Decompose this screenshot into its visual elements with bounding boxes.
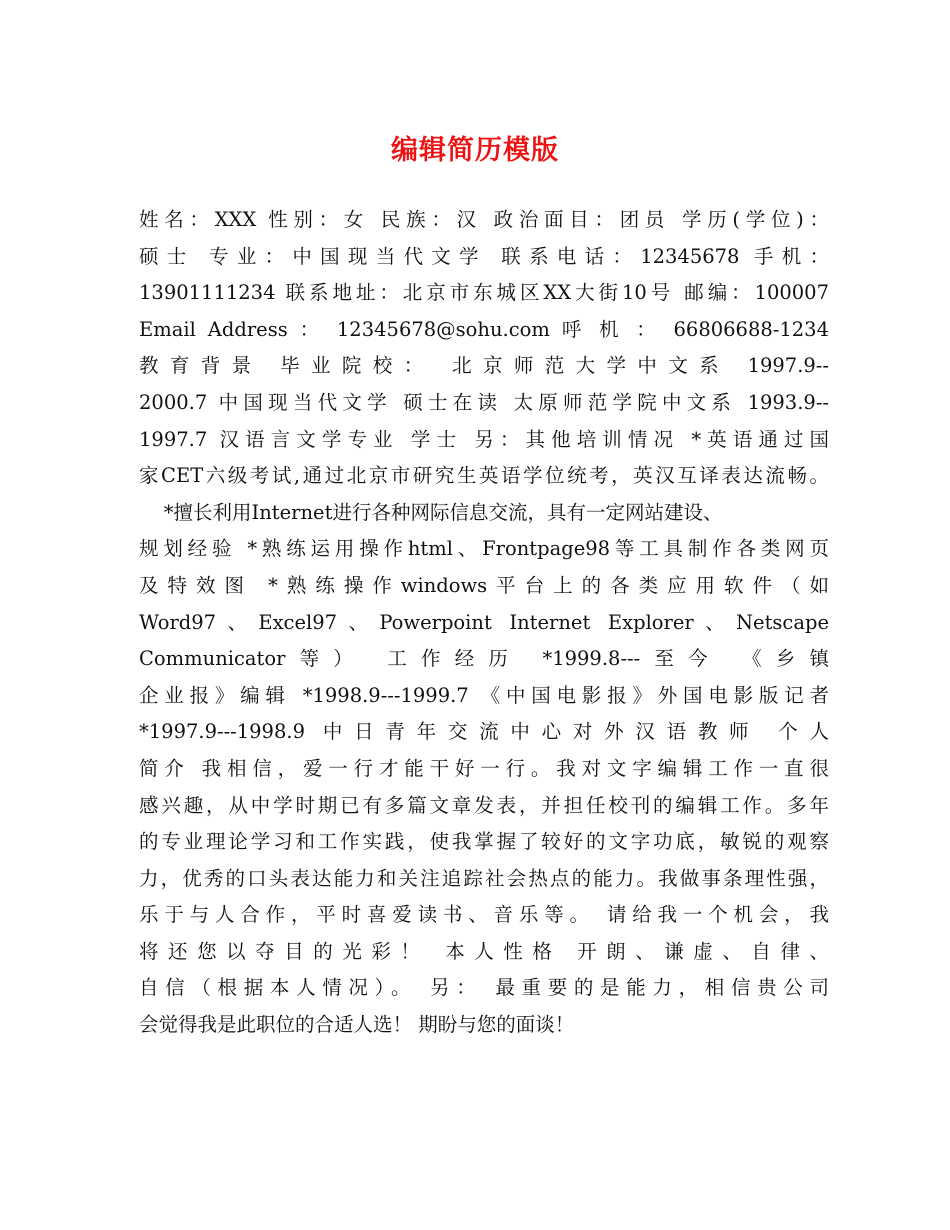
body-line-11: 及特效图 *熟练操作windows平台上的各类应用软件（如 [139,573,829,597]
body-line-8: 家CET六级考试,通过北京市研究生英语学位统考，英汉互译表达流畅。 [139,464,829,488]
body-line-4: Email Address ： 12345678@sohu.com 呼 机 ： 66806688-1234 [139,317,829,341]
document-title: 编辑简历模版 [391,135,559,166]
resume-body [139,202,829,1044]
body-line-10: 规划经验 *熟练运用操作html、Frontpage98等工具制作各类网页 [139,537,829,561]
body-line-1: 姓名：XXX 性别：女 民族：汉 政治面目：团员 学历(学位)： [139,208,829,231]
body-line-18: 的专业理论学习和工作实践，使我掌握了较好的文字功底，敏锐的观察 [139,830,829,854]
body-line-20: 乐于与人合作，平时喜爱读书、音乐等。 请给我一个机会，我 [139,903,829,927]
body-line-9: *擅长利用Internet进行各种网际信息交流，具有一定网站建设、 [139,500,723,524]
body-line-17: 感兴趣，从中学时期已有多篇文章发表，并担任校刊的编辑工作。多年 [139,793,829,817]
body-line-5: 教育背景 毕业院校： 北京师范大学中文系 1997.9-- [139,354,829,378]
body-line-19: 力，优秀的口头表达能力和关注追踪社会热点的能力。我做事条理性强， [139,866,829,890]
body-line-7: 1997.7 汉语言文学专业 学士 另：其他培训情况 *英语通过国 [139,427,829,451]
body-line-15: *1997.9---1998.9 中日青年交流中心对外汉语教师 个人 [139,720,829,744]
body-line-14: 企业报》编辑 *1998.9---1999.7 《中国电影报》外国电影版记者 [139,683,829,707]
body-line-3: 13901111234 联系地址：北京市东城区XX大街10号 邮编：100007 [139,281,829,305]
body-line-13: Communicator等） 工作经历 *1999.8---至今 《乡镇 [139,647,829,671]
body-line-16: 简介 我相信，爱一行才能干好一行。我对文字编辑工作一直很 [139,756,829,780]
body-line-12: Word97、Excel97、Powerpoint Internet Explorer、Netscape [139,610,829,634]
body-line-22: 自信（根据本人情况）。 另： 最重要的是能力，相信贵公司 [139,976,829,1000]
body-line-2: 硕士 专业：中国现当代文学 联系电话：12345678 手机： [139,244,829,268]
body-line-21: 将还您以夺目的光彩！ 本人性格 开朗、谦虚、自律、 [139,939,829,963]
body-line-6: 2000.7 中国现当代文学 硕士在读 太原师范学院中文系 1993.9-- [139,390,829,414]
body-line-23: 会觉得我是此职位的合适人选！ 期盼与您的面谈！ [139,1013,575,1037]
